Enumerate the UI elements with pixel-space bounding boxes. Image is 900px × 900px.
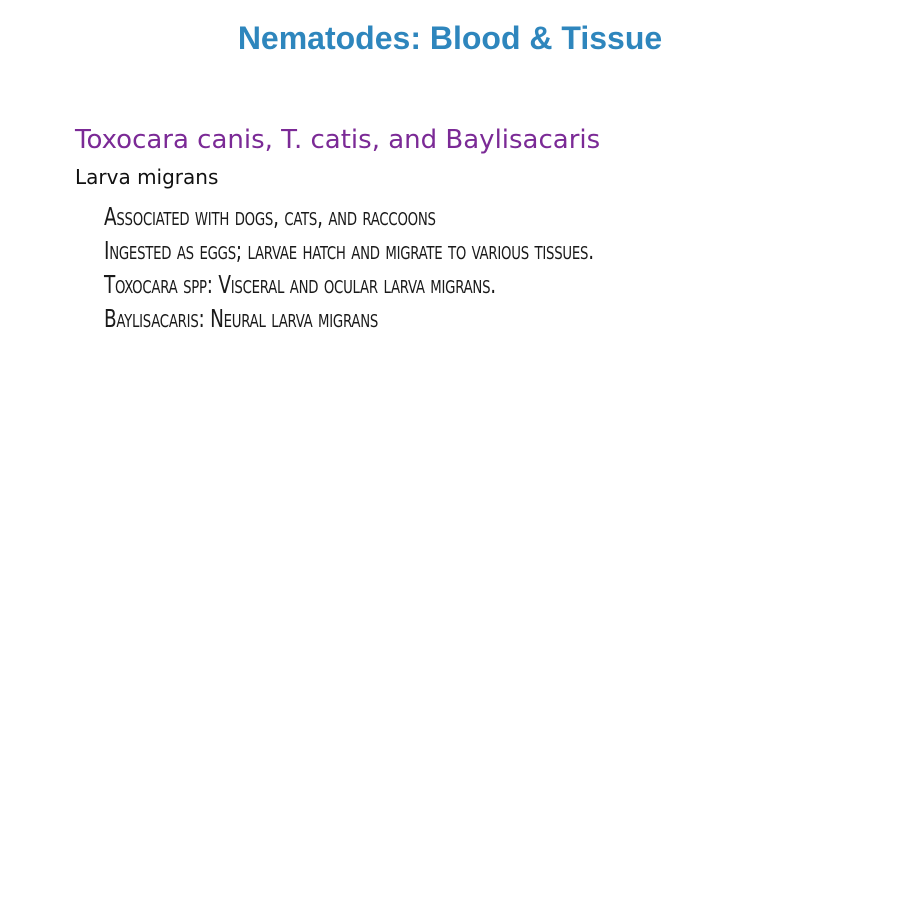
page-title: Nematodes: Blood & Tissue bbox=[237, 20, 663, 56]
bullet-item-transmission: Ingested as eggs; larvae hatch and migrate to various tissues. bbox=[104, 236, 594, 265]
bullet-item-baylisacaris: Baylisacaris: Neural larva migrans bbox=[104, 304, 379, 333]
section-subheading: Larva migrans bbox=[75, 165, 219, 189]
content-section bbox=[75, 122, 875, 336]
bullet-item-hosts: Associated with dogs, cats, and raccoons bbox=[104, 202, 436, 231]
section-heading: Toxocara canis, T. catis, and Baylisacaris bbox=[75, 125, 601, 155]
bullet-list bbox=[104, 200, 875, 336]
bullet-item-toxocara: Toxocara spp: Visceral and ocular larva migrans. bbox=[104, 270, 496, 299]
